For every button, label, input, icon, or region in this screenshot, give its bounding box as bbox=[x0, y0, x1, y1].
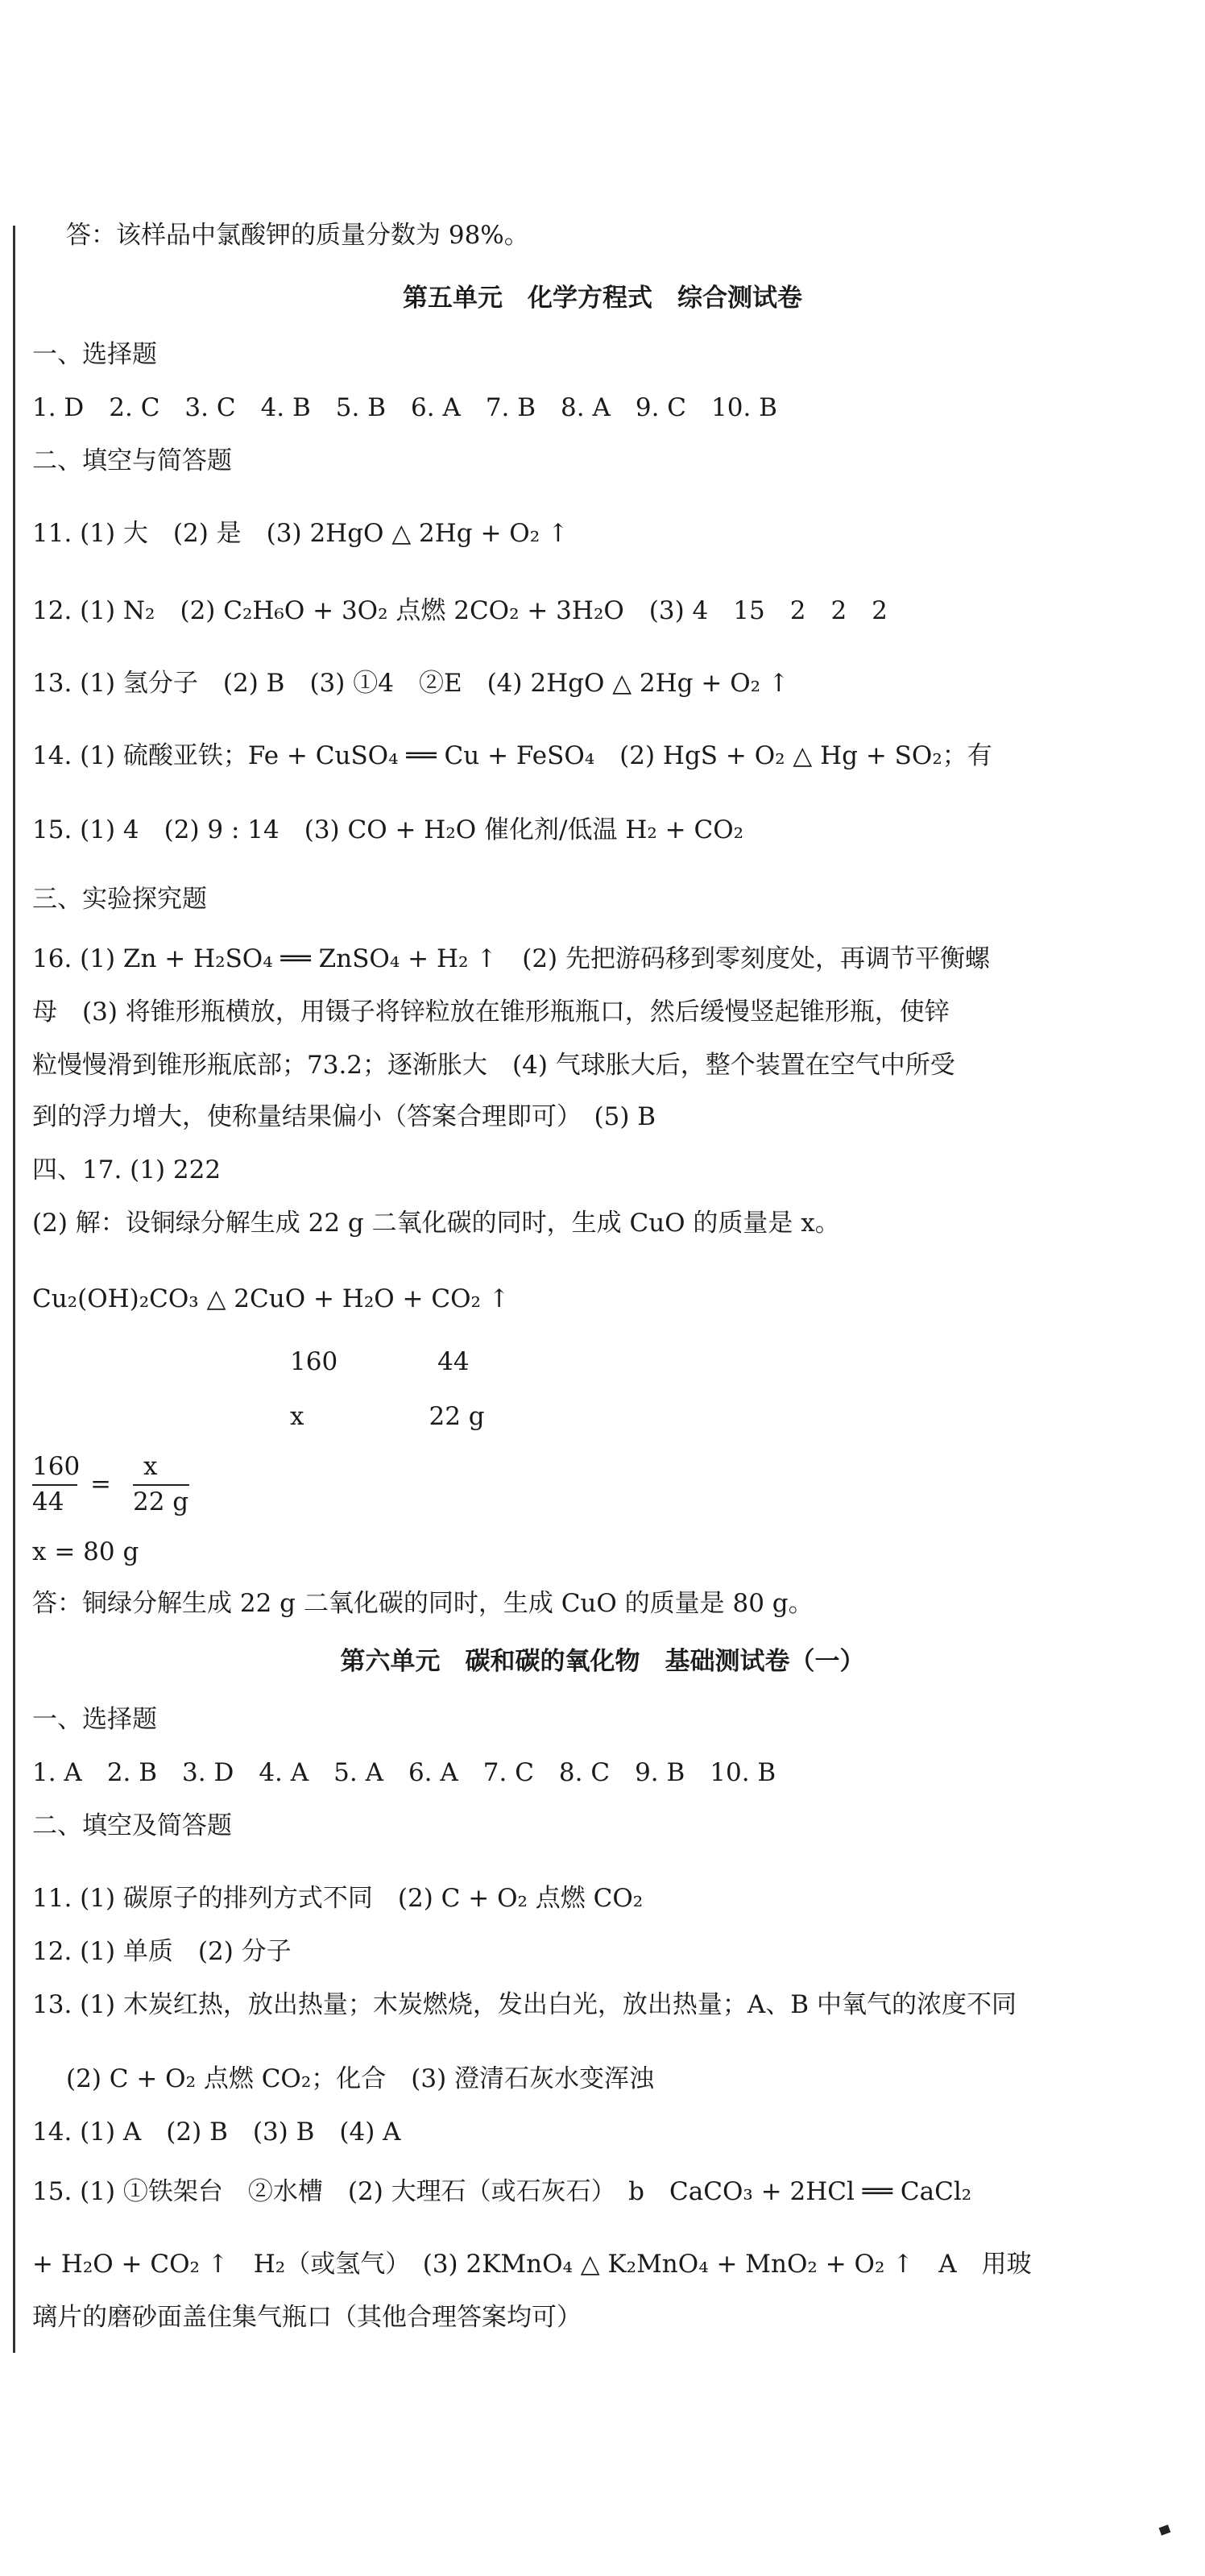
fraction-equals: = bbox=[90, 1470, 111, 1499]
answer-17-part1: 四、17. (1) 222 bbox=[32, 1155, 222, 1184]
choice-answers: 1. D 2. C 3. C 4. B 5. B 6. A 7. B 8. A 9. C 10. B bbox=[32, 393, 777, 422]
fraction-numerator-left: 160 bbox=[32, 1452, 81, 1481]
answer-13b-line2: (2) C + O₂ 点燃 CO₂；化合 (3) 澄清石灰水变浑浊 bbox=[66, 2064, 655, 2093]
answer-15b-line3: 璃片的磨砂面盖住集气瓶口（其他合理答案均可） bbox=[32, 2303, 582, 2332]
mass-ratio-row: 160 44 bbox=[290, 1347, 470, 1376]
heading-fill: 二、填空与简答题 bbox=[32, 446, 232, 475]
answer-16-line4: 到的浮力增大，使称量结果偏小（答案合理即可） (5) B bbox=[32, 1102, 656, 1131]
section-title-unit6: 第六单元 碳和碳的氧化物 基础测试卷（一） bbox=[340, 1647, 865, 1676]
fraction-numerator-right: x bbox=[143, 1452, 158, 1481]
section-title-unit5: 第五单元 化学方程式 综合测试卷 bbox=[403, 284, 802, 313]
answer-16-line2: 母 (3) 将锥形瓶横放，用镊子将锌粒放在锥形瓶瓶口，然后缓慢竖起锥形瓶，使锌 bbox=[32, 998, 950, 1027]
choice-answers-2: 1. A 2. B 3. D 4. A 5. A 6. A 7. C 8. C 9. B 10. B bbox=[32, 1758, 776, 1787]
answer-13: 13. (1) 氢分子 (2) B (3) ①4 ②E (4) 2HgO △ 2Hg + O₂ ↑ bbox=[32, 669, 789, 698]
heading-experiment: 三、实验探究题 bbox=[32, 885, 207, 914]
answer-15b-line2: + H₂O + CO₂ ↑ H₂（或氢气） (3) 2KMnO₄ △ K₂MnO₄ + MnO₂ + O₂ ↑ A 用玻 bbox=[32, 2250, 1032, 2279]
left-margin-rule bbox=[13, 226, 15, 2353]
heading-fill-2: 二、填空及简答题 bbox=[32, 1811, 232, 1840]
answer-11b: 11. (1) 碳原子的排列方式不同 (2) C + O₂ 点燃 CO₂ bbox=[32, 1884, 644, 1913]
heading-choice-2: 一、选择题 bbox=[32, 1705, 157, 1734]
solution-x: x = 80 g bbox=[32, 1537, 139, 1566]
answer-16-line1: 16. (1) Zn + H₂SO₄ ══ ZnSO₄ + H₂ ↑ (2) 先把游码移到零刻度处，再调节平衡螺 bbox=[32, 944, 991, 973]
heading-choice: 一、选择题 bbox=[32, 340, 157, 369]
answer-16-line3: 粒慢慢滑到锥形瓶底部；73.2；逐渐胀大 (4) 气球胀大后，整个装置在空气中所受 bbox=[32, 1051, 955, 1080]
fraction-denominator-right: 22 g bbox=[133, 1487, 189, 1516]
answer-12b: 12. (1) 单质 (2) 分子 bbox=[32, 1937, 292, 1966]
corner-mark bbox=[1159, 2524, 1171, 2536]
answer-15b-line1: 15. (1) ①铁架台 ②水槽 (2) 大理石（或石灰石） b CaCO₃ + 2HCl ══ CaCl₂ bbox=[32, 2177, 972, 2206]
answer-conclusion: 答：该样品中氯酸钾的质量分数为 98%。 bbox=[66, 221, 529, 250]
answer-11: 11. (1) 大 (2) 是 (3) 2HgO △ 2Hg + O₂ ↑ bbox=[32, 519, 569, 548]
answer-13b-line1: 13. (1) 木炭红热，放出热量；木炭燃烧，发出白光，放出热量；A、B 中氧气的浓度不同 bbox=[32, 1990, 1017, 2019]
fraction-denominator-left: 44 bbox=[32, 1487, 64, 1516]
answer-14b: 14. (1) A (2) B (3) B (4) A bbox=[32, 2118, 401, 2147]
answer-17-conclusion: 答：铜绿分解生成 22 g 二氧化碳的同时，生成 CuO 的质量是 80 g。 bbox=[32, 1589, 814, 1618]
answer-17-setup: (2) 解：设铜绿分解生成 22 g 二氧化碳的同时，生成 CuO 的质量是 x。 bbox=[32, 1209, 840, 1238]
equation-copper: Cu₂(OH)₂CO₃ △ 2CuO + H₂O + CO₂ ↑ bbox=[32, 1284, 510, 1313]
answer-14: 14. (1) 硫酸亚铁；Fe + CuSO₄ ══ Cu + FeSO₄ (2) HgS + O₂ △ Hg + SO₂；有 bbox=[32, 741, 992, 770]
answer-12: 12. (1) N₂ (2) C₂H₆O + 3O₂ 点燃 2CO₂ + 3H₂O (3) 4 15 2 2 2 bbox=[32, 596, 888, 625]
unknown-row: x 22 g bbox=[290, 1402, 485, 1431]
answer-15: 15. (1) 4 (2) 9 : 14 (3) CO + H₂O 催化剂/低温 H₂ + CO₂ bbox=[32, 815, 744, 844]
